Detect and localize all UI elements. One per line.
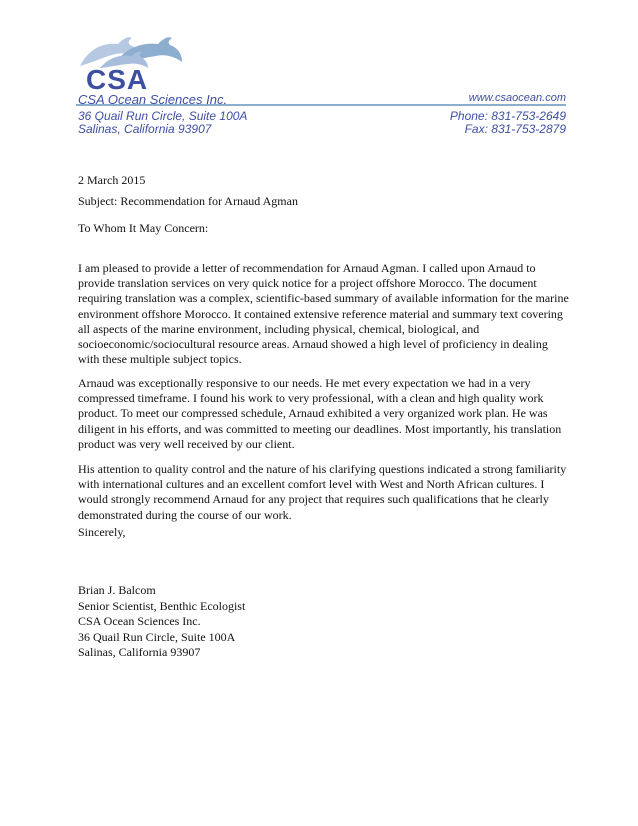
company-website: www.csaocean.com — [468, 92, 566, 104]
body-paragraph-1: I am pleased to provide a letter of recommendation for Arnaud Agman. I called upon Arnaud to provide translation services on very quick notice for a project offshore Morocco. The document requiring translation was a complex, scientific-based summary of available information for the marine environment offshore Morocco. It contained extensive reference material and summary text covering all aspects of the marine environment, including physical, chemical, biological, and socioeconomic/sociocultural resource areas. Arnaud showed a high level of proficiency in dealing with these multiple subject topics. — [78, 261, 569, 367]
company-address-line2: Salinas, California 93907 — [78, 122, 212, 136]
body-paragraph-3: His attention to quality control and the nature of his clarifying questions indicated a strong familiarity with international cultures and an excellent comfort level with West and North African cultures. I would strongly recommend Arnaud for any project that requires such qualifications that he clearly demonstrated during the course of our work. — [78, 462, 567, 522]
signature-block — [78, 583, 245, 661]
company-name: CSA Ocean Sciences Inc. — [78, 92, 228, 107]
company-phone: Phone: 831-753-2649 — [449, 109, 566, 123]
signer-company: CSA Ocean Sciences Inc. — [78, 614, 201, 628]
signer-address-line1: 36 Quail Run Circle, Suite 100A — [78, 629, 236, 644]
letterhead — [0, 0, 638, 140]
signer-address-line2: Salinas, California 93907 — [78, 645, 201, 659]
logo-text: CSA — [86, 64, 149, 95]
signer-title: Senior Scientist, Benthic Ecologist — [78, 598, 246, 613]
letter-salutation: To Whom It May Concern: — [78, 221, 209, 235]
letter-closing: Sincerely, — [78, 525, 126, 539]
company-fax: Fax: 831-753-2879 — [464, 122, 566, 136]
letter-subject: Subject: Recommendation for Arnaud Agman — [78, 194, 298, 208]
company-address-line1: 36 Quail Run Circle, Suite 100A — [78, 109, 248, 123]
letter-date: 2 March 2015 — [78, 173, 146, 187]
body-paragraph-2: Arnaud was exceptionally responsive to our needs. He met every expectation we had in a very compressed timeframe. I found his work to very professional, with a clean and high quality work product. To meet our compressed schedule, Arnaud exhibited a very organized work plan. He was diligent in his efforts, and was committed to meeting our deadlines. Most importantly, his translation product was very well received by our client. — [78, 376, 562, 451]
signer-name: Brian J. Balcom — [78, 583, 156, 597]
